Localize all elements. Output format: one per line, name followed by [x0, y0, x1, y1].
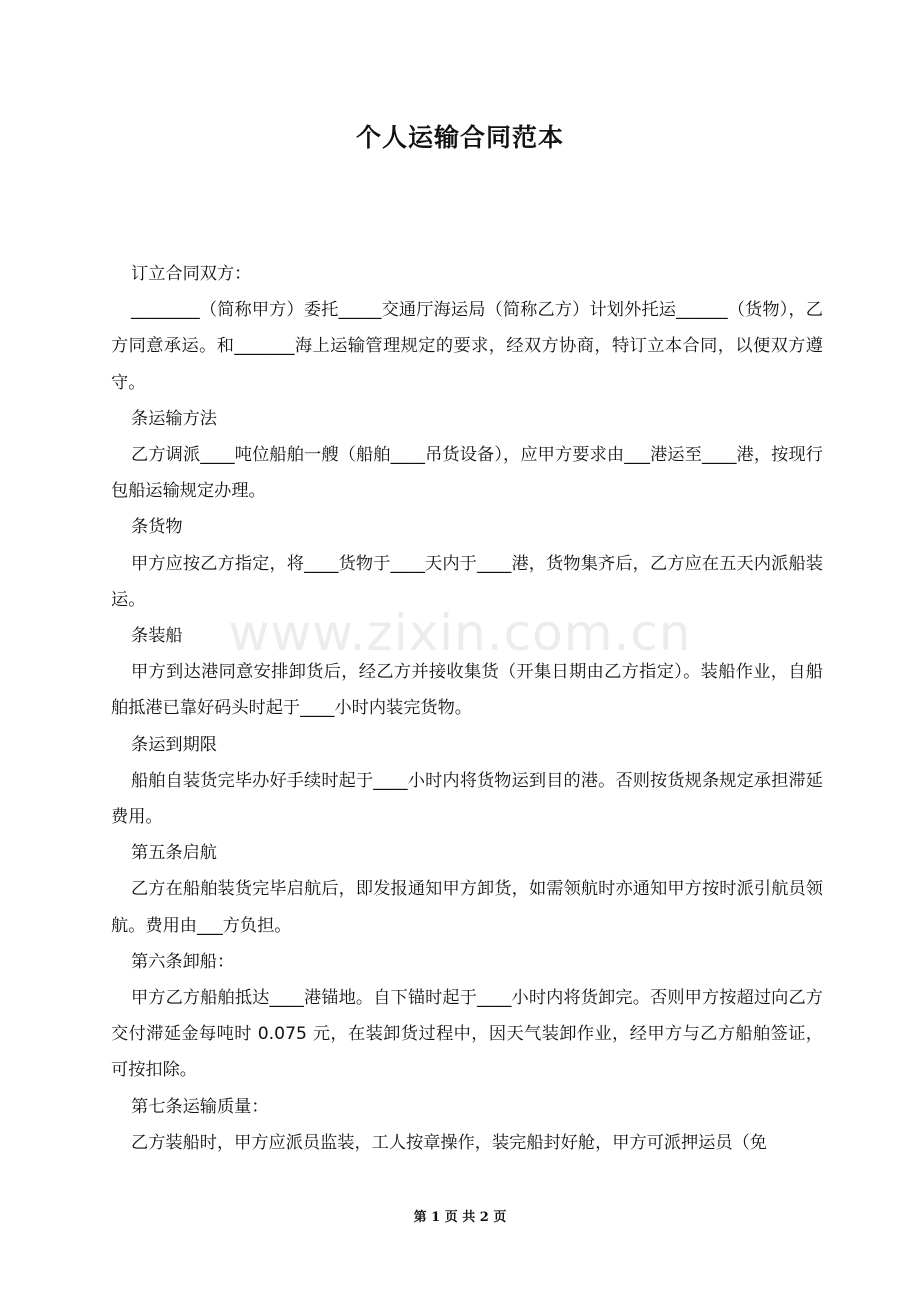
paragraph-deadline-heading: 条运到期限	[131, 734, 217, 755]
paragraph-unloading-heading: 第六条卸船：	[131, 951, 235, 972]
paragraph-quality-heading: 第七条运输质量：	[131, 1096, 269, 1117]
paragraph-transport-method: 乙方调派____吨位船舶一艘（船舶____吊货设备），应甲方要求由___港运至____港，按现行包船运输规定办理。	[111, 445, 823, 502]
paragraph-loading-heading: 条装船	[131, 626, 183, 647]
paragraph-loading: 甲方到达港同意安排卸货后，经乙方并接收集货（开集日期由乙方指定）。装船作业，自船舶抵港已靠好码头时起于____小时内装完货物。	[111, 662, 823, 719]
paragraph-transport-method-heading: 条运输方法	[131, 408, 217, 429]
paragraph-unloading: 甲方乙方船舶抵达____港锚地。自下锚时起于____小时内将货卸完。否则甲方按超过向乙方交付滞延金每吨时 0.075 元，在装卸货过程中，因天气装卸作业，经甲方与乙方船舶签证，可按扣除。	[111, 988, 823, 1081]
paragraph-goods-heading: 条货物	[131, 517, 183, 538]
document-body	[111, 256, 823, 1161]
document-title: 个人运输合同范本	[355, 123, 564, 152]
page-footer: 第 1 页 共 2 页	[413, 1210, 507, 1225]
paragraph-intro: ________（简称甲方）委托_____交通厅海运局（简称乙方）计划外托运______（货物），乙方同意承运。和_______海上运输管理规定的要求，经双方协商，特订立本合同，以便双方遵守。	[111, 300, 823, 393]
paragraph-departure-heading: 第五条启航	[131, 843, 217, 864]
paragraph-goods: 甲方应按乙方指定，将____货物于____天内于____港，货物集齐后，乙方应在五天内派船装运。	[111, 553, 823, 610]
paragraph-quality: 乙方装船时，甲方应派员监装，工人按章操作，装完船封好舱，甲方可派押运员（免	[131, 1132, 767, 1153]
paragraph-parties-heading: 订立合同双方：	[131, 264, 252, 284]
paragraph-departure: 乙方在船舶装货完毕启航后，即发报通知甲方卸货，如需领航时亦通知甲方按时派引航员领航。费用由___方负担。	[111, 879, 823, 936]
watermark: www.zixin.com.cn	[228, 604, 692, 662]
paragraph-deadline: 船舶自装货完毕办好手续时起于____小时内将货物运到目的港。否则按货规条规定承担滞延费用。	[111, 770, 823, 828]
